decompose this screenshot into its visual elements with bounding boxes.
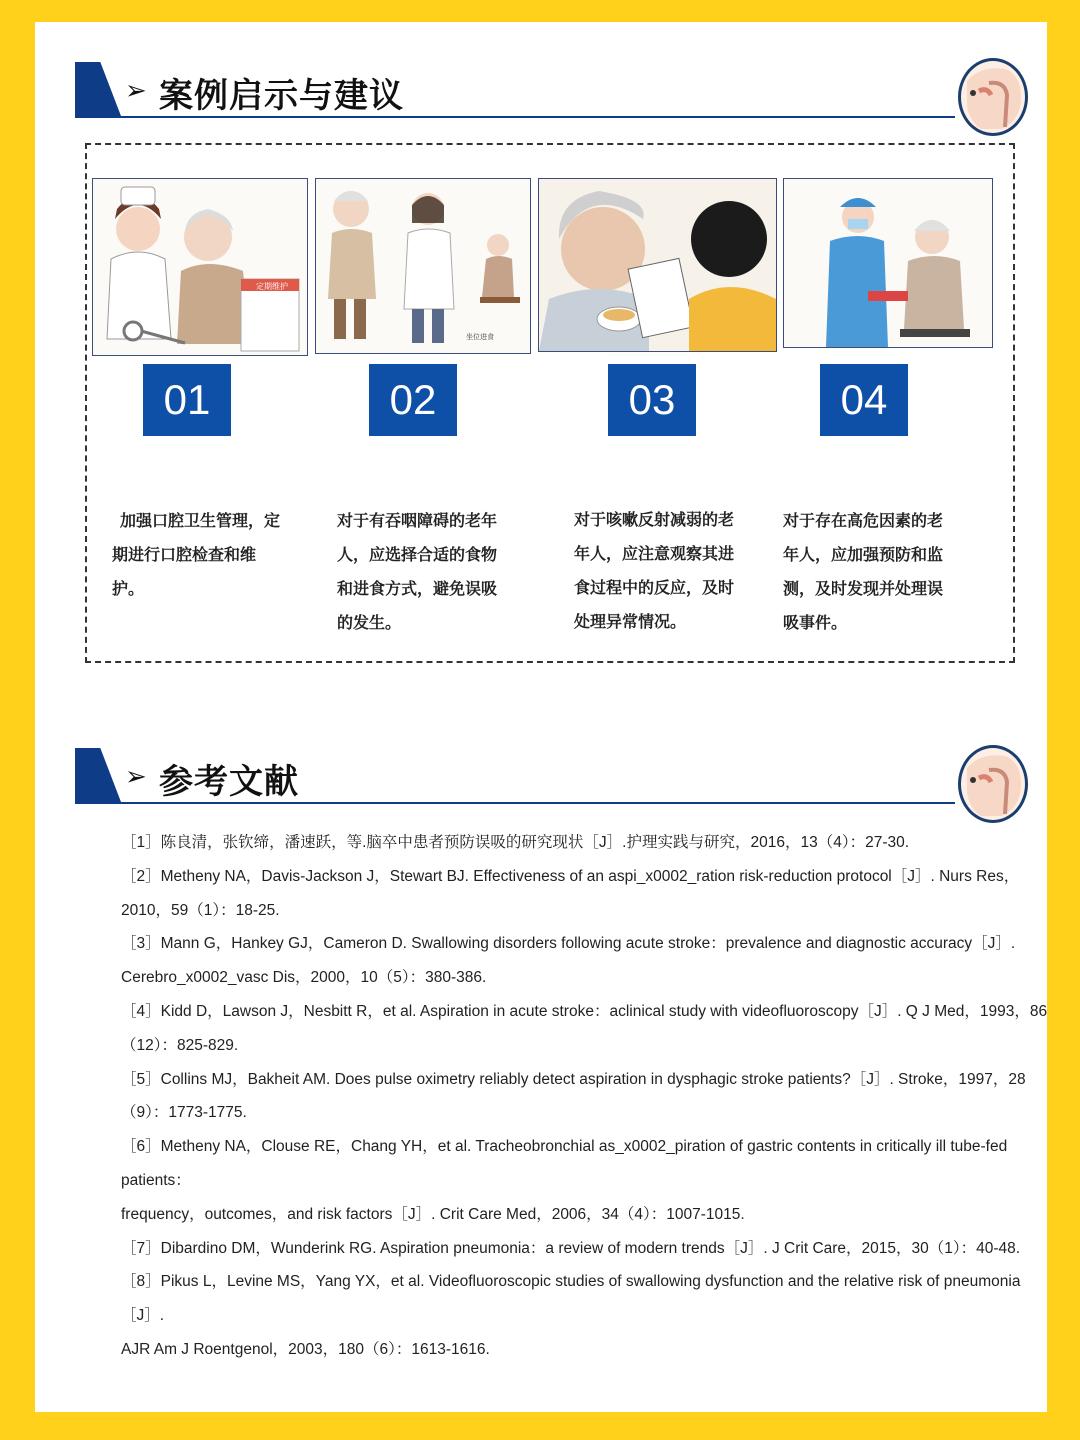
text-line: 期进行口腔检查和维护。 <box>112 545 257 598</box>
image-nurse-oral-care <box>92 178 308 356</box>
reference-line: ［1］陈良清，张钦缔，潘速跃，等.脑卒中患者预防误吸的研究现状［J］.护理实践与研究，2016，13（4）：27-30. <box>121 834 910 851</box>
arrow-icon: ➢ <box>125 762 147 792</box>
header-rule <box>75 116 955 118</box>
reference-list <box>121 826 1048 1367</box>
reference-line: ［2］Metheny NA，Davis-Jackson J，Stewart BJ. Effectiveness of an aspi_x0002_ration risk-reduction protocol［J］. Nurs Res， <box>121 867 1020 885</box>
reference-line: AJR Am J Roentgenol，2003，180（6）：1613-1616. <box>121 1340 490 1358</box>
reference-line: 2010，59（1）：18-25. <box>121 901 280 919</box>
reference-line: ［5］Collins MJ，Bakheit AM. Does pulse oximetry reliably detect aspiration in dysphagic stroke patients?［J］. Stroke，1997，28 <box>121 1070 1026 1088</box>
card-text-3 <box>574 503 744 639</box>
card-text-1 <box>112 504 282 606</box>
section-title: 参考文献 <box>159 762 299 802</box>
step-number: 01 <box>143 364 231 436</box>
reference-line: ［3］Mann G，Hankey GJ，Cameron D. Swallowing disorders following acute stroke：prevalence and diagnostic accuracy［J］. <box>121 935 1016 953</box>
step-number: 02 <box>369 364 457 436</box>
step-number: 03 <box>608 364 696 436</box>
text-line: 和进食方式，避免误吸 <box>337 579 498 598</box>
reference-line: ［7］Dibardino DM，Wunderink RG. Aspiration pneumonia：a review of modern trends［J］. J Crit Care，2015，30（1）：40-48. <box>121 1239 1021 1257</box>
text-line: 加强口腔卫生管理，定 <box>120 511 281 530</box>
reference-line: ［J］. <box>121 1307 165 1325</box>
picture-caption: 坐位进食 <box>466 333 494 341</box>
header-flag <box>75 62 121 116</box>
reference-line: patients： <box>121 1171 191 1189</box>
text-line: 人，应选择合适的食物 <box>337 545 498 564</box>
header-flag <box>75 748 121 802</box>
card-text-4 <box>783 504 953 640</box>
reference-line: ［4］Kidd D，Lawson J，Nesbitt R，et al. Aspiration in acute stroke：aclinical study with videofluoroscopy［J］. Q J Med，1993，86 <box>121 1002 1048 1020</box>
section-header-references <box>75 748 955 804</box>
image-nurse-monitoring <box>783 178 993 348</box>
text-line: 测，及时发现并处理误 <box>783 579 944 598</box>
section-title: 案例启示与建议 <box>159 76 404 116</box>
throat-anatomy-icon <box>958 745 1028 823</box>
header-rule <box>75 802 955 804</box>
reference-line: Cerebro_x0002_vasc Dis，2000，10（5）：380-386. <box>121 969 487 987</box>
text-line: 吸事件。 <box>783 613 848 632</box>
arrow-icon: ➢ <box>125 76 147 106</box>
reference-line: ［6］Metheny NA，Clouse RE，Chang YH，et al. Tracheobronchial as_x0002_piration of gastric contents in critically ill tube-fed <box>121 1138 1008 1156</box>
text-line: 年人，应加强预防和监 <box>783 545 944 564</box>
section-header-advice <box>75 62 955 118</box>
text-line: 的发生。 <box>337 613 402 632</box>
calendar-label: 定期维护 <box>256 282 288 291</box>
text-line: 食过程中的反应，及时 <box>574 578 735 597</box>
step-number: 04 <box>820 364 908 436</box>
text-line: 处理异常情况。 <box>574 612 687 631</box>
text-line: 年人，应注意观察其进 <box>574 544 735 563</box>
text-line: 对于存在高危因素的老 <box>783 511 944 530</box>
reference-line: （9）：1773-1775. <box>121 1104 247 1122</box>
reference-line: ［8］Pikus L，Levine MS，Yang YX，et al. Videofluoroscopic studies of swallowing dysfunction and the relative risk of pneumonia <box>121 1273 1021 1291</box>
image-doctor-elderly-eating <box>315 178 531 354</box>
text-line: 对于有吞咽障碍的老年 <box>337 511 498 530</box>
throat-anatomy-icon <box>958 58 1028 136</box>
card-text-2 <box>337 504 507 640</box>
reference-line: frequency，outcomes，and risk factors［J］. Crit Care Med，2006，34（4）：1007-1015. <box>121 1205 745 1223</box>
reference-line: （12）：825-829. <box>121 1036 239 1054</box>
image-elderly-eating-observed <box>538 178 777 352</box>
text-line: 对于咳嗽反射减弱的老 <box>574 510 735 529</box>
